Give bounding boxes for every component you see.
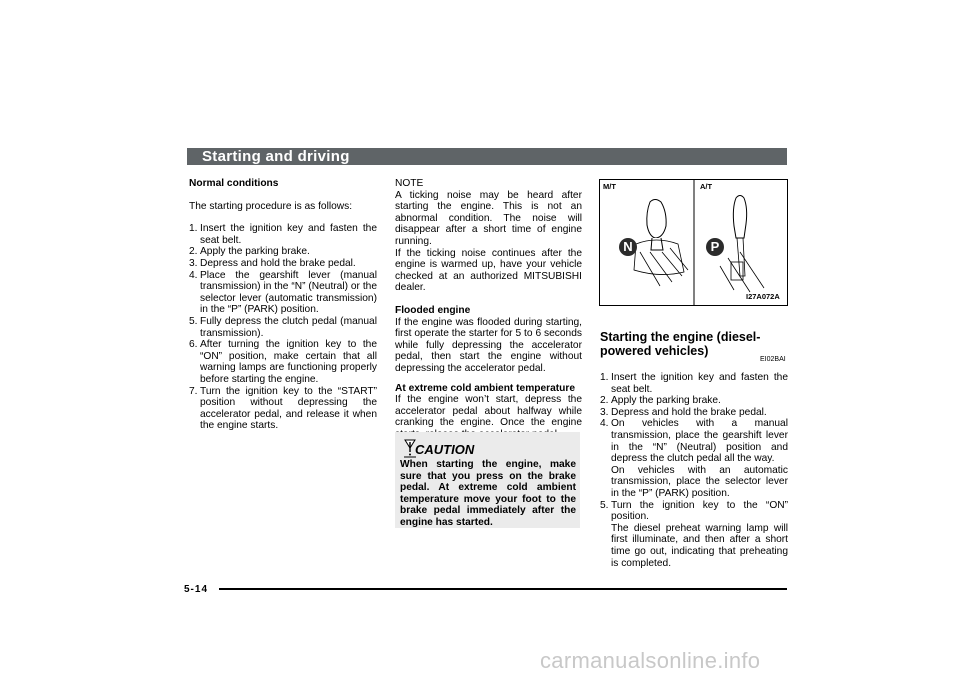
heading-flooded-engine: Flooded engine <box>395 304 471 316</box>
list-item: 2. Apply the parking brake. <box>600 395 721 407</box>
heading-cold-temperature: At extreme cold ambient temperature <box>395 382 576 394</box>
column-normal-conditions <box>189 178 377 432</box>
note-text-1: A ticking noise may be heard after starting the engine. This is not an abnormal condition. The noise will disappear after a short time of engine running. <box>395 189 582 247</box>
list-item: 3. Depress and hold the brake pedal. <box>189 257 356 269</box>
cold-temperature-text: If the engine won’t start, depress the accelerator pedal about halfway while cranking the engine. Once the engine <box>395 394 582 429</box>
diesel-procedure-list <box>600 372 788 569</box>
section-title-diesel: Starting the engine (diesel-powered vehicles) <box>600 330 761 358</box>
watermark-text: carmanualsonline.info <box>540 648 761 673</box>
section-header-title: Starting and driving <box>202 148 350 165</box>
list-item: 6. After turning the ignition key to the “ON” position, make certain that all warning lamps are functioning properly before starting the engine. <box>189 339 377 385</box>
figure-label-at: A/T <box>700 182 713 191</box>
figure-label-mt: M/T <box>603 182 616 191</box>
list-item: 5. Fully depress the clutch pedal (manual transmission). <box>189 315 377 339</box>
caution-text: When starting the engine, make sure that you press on the brake pedal. At extreme cold ambient temperature move your foot to the brake pedal immediately after the engine has started. <box>400 459 576 528</box>
footer-rule <box>219 588 787 590</box>
figure-code: I27A072A <box>746 292 780 301</box>
procedure-list <box>189 223 377 432</box>
list-item: 5. Turn the ignition key to the “ON” position. The diesel preheat warning lamp will first illuminate, and then after a short time go out, indicating that preheating is completed. <box>600 499 788 569</box>
column-notes <box>395 178 582 440</box>
neutral-badge-icon: N <box>619 238 637 256</box>
list-item: 3. Depress and hold the brake pedal. <box>600 406 767 418</box>
list-item: 7. Turn the ignition key to the “START” position without depressing the accelerator pedal, and release it when the engine starts. <box>189 385 377 432</box>
list-item: 4. Place the gearshift lever (manual transmission) in the “N” (Neutral) or the selector lever (automatic transmission) in the “P” (PARK) position. <box>189 269 377 316</box>
flooded-engine-text: If the engine was flooded during starting, first operate the starter for 5 to 6 seconds while fully depressing the accelerator pedal, then start the engine without depressing the accelerator pedal. <box>395 316 582 374</box>
list-item: 1. Insert the ignition key and fasten the seat belt. <box>600 372 788 395</box>
caution-title: CAUTION <box>415 442 475 457</box>
intro-text: The starting procedure is as follows: <box>189 200 353 212</box>
note-text-2: If the ticking noise continues after the engine is warmed up, have your vehicle checked at an authorized MITSUBISHI dealer. <box>395 247 582 294</box>
park-badge-icon: P <box>706 238 724 256</box>
section-code: EI02BAI <box>760 356 786 363</box>
note-label: NOTE <box>395 178 424 189</box>
page-number: 5-14 <box>184 584 209 595</box>
list-item: 2. Apply the parking brake. <box>189 246 310 258</box>
heading-normal-conditions: Normal conditions <box>189 178 279 189</box>
list-item: 1. Insert the ignition key and fasten the seat belt. <box>189 223 377 246</box>
list-item: 4. On vehicles with a manual transmission, place the gearshift lever in the “N” (Neutral) position and depress the clutch pedal all the way. On vehicles with an automatic transmission, place the selector lever in the “P” (PARK) position. <box>600 418 788 499</box>
gear-lever-illustration <box>599 179 788 306</box>
column-diesel-procedure <box>600 372 788 569</box>
